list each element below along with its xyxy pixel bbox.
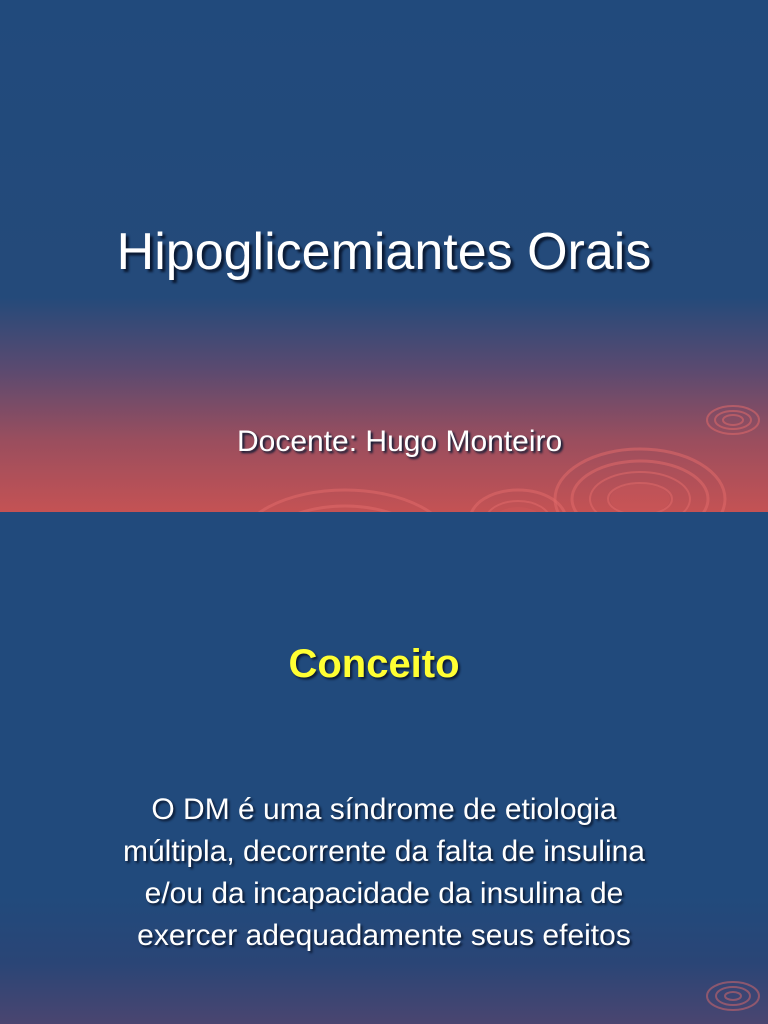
- ripple-small-top-right: [707, 406, 759, 434]
- concept-text: O DM é uma síndrome de etiologia múltipla, decorrente da falta de insulina e/ou da incapacidade da insulina de exercer adequadamente seus efeitos: [123, 793, 645, 952]
- ripple-bottom-right: [707, 982, 759, 1010]
- presentation-title: Hipoglicemiantes Orais: [116, 223, 652, 281]
- ripple-left: [237, 490, 453, 512]
- presenter-name: Docente: Hugo Monteiro: [237, 425, 563, 458]
- slide-heading: Conceito: [288, 642, 460, 686]
